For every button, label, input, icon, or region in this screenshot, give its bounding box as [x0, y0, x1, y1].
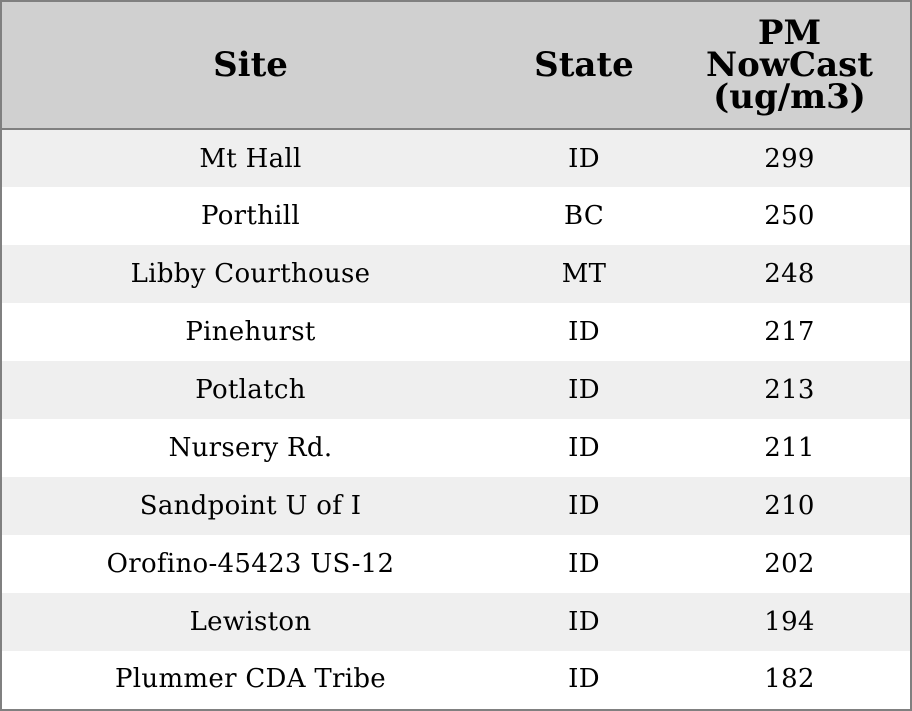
cell-pm: 182 — [764, 664, 815, 694]
cell-pm: 211 — [764, 433, 815, 463]
cell-state: MT — [561, 259, 607, 289]
cell-state: ID — [568, 607, 600, 637]
header-site-label: Site — [213, 45, 288, 85]
cell-state: ID — [568, 433, 600, 463]
cell-state: ID — [568, 491, 600, 521]
header-pm-nowcast — [669, 2, 910, 129]
table-row — [2, 593, 910, 651]
cell-pm: 202 — [764, 549, 815, 579]
cell-site: Porthill — [200, 201, 301, 231]
cell-pm: 213 — [764, 375, 815, 405]
header-state-label: State — [534, 45, 634, 85]
table-row — [2, 245, 910, 303]
header-pm-line-1: PM — [757, 13, 822, 53]
cell-site: Potlatch — [195, 375, 306, 405]
header-pm-line-2: NowCast — [706, 45, 873, 85]
cell-pm: 299 — [764, 143, 815, 174]
cell-state: ID — [568, 375, 600, 405]
cell-pm: 250 — [764, 201, 815, 231]
header-pm-line-3: (ug/m3) — [713, 77, 866, 117]
cell-state: ID — [568, 317, 600, 347]
table-row — [2, 651, 910, 707]
cell-site: Sandpoint U of I — [139, 491, 362, 521]
table-row — [2, 303, 910, 361]
cell-site: Libby Courthouse — [130, 259, 371, 289]
cell-state: ID — [568, 143, 600, 174]
table-row — [2, 187, 910, 245]
cell-site: Orofino-45423 US-12 — [106, 549, 395, 579]
cell-state: BC — [563, 201, 605, 231]
cell-pm: 217 — [764, 317, 815, 347]
cell-pm: 248 — [764, 259, 815, 289]
cell-pm: 210 — [764, 491, 815, 521]
cell-site: Pinehurst — [185, 317, 316, 347]
header-state — [499, 2, 669, 129]
cell-pm: 194 — [764, 607, 815, 637]
table-row — [2, 477, 910, 535]
table-row — [2, 419, 910, 477]
cell-site: Lewiston — [189, 607, 312, 637]
table-row — [2, 535, 910, 593]
cell-state: ID — [568, 549, 600, 579]
cell-site: Nursery Rd. — [168, 433, 333, 463]
table-row — [2, 129, 910, 187]
cell-site: Mt Hall — [199, 143, 302, 174]
header-site — [2, 2, 499, 129]
cell-state: ID — [568, 664, 600, 694]
cell-site: Plummer CDA Tribe — [115, 664, 386, 694]
table-header-row — [2, 2, 910, 129]
pm-nowcast-table — [2, 2, 910, 707]
table-row — [2, 361, 910, 419]
